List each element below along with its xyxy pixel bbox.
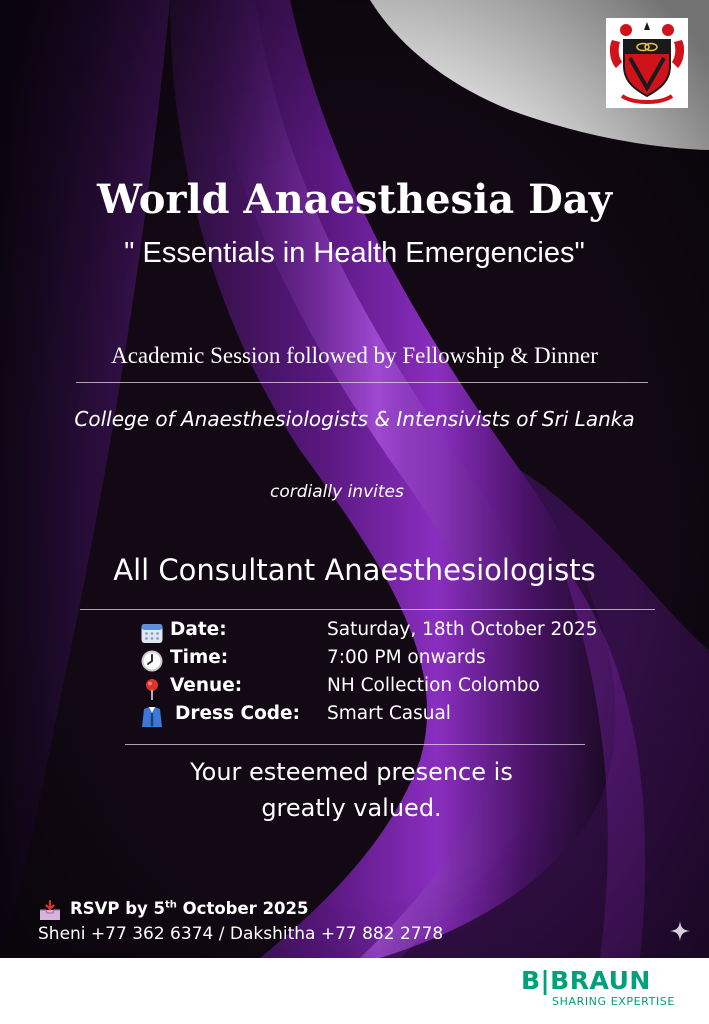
sparkle-icon: [669, 920, 691, 942]
closing-message: [0, 754, 709, 826]
rsvp-contacts: Sheni +77 362 6374 / Dakshitha +77 882 2778: [38, 924, 444, 944]
inbox-tray-icon: [38, 900, 62, 922]
location-pin-icon: [140, 677, 164, 701]
calendar-icon: [140, 621, 164, 645]
dress-code-label: Dress Code:: [175, 703, 300, 724]
closing-line-2: greatly valued.: [261, 794, 442, 822]
invited-audience: All Consultant Anaesthesiologists: [113, 553, 596, 587]
college-crest-logo: [606, 18, 688, 108]
venue-label: Venue:: [170, 675, 243, 696]
date-label: Date:: [170, 619, 227, 640]
clock-icon: [140, 649, 164, 673]
sponsor-name: B|BRAUN: [521, 966, 651, 995]
suit-icon: [140, 705, 164, 729]
dress-code-value: Smart Casual: [327, 703, 451, 724]
venue-value: NH Collection Colombo: [327, 675, 540, 696]
time-label: Time:: [170, 647, 229, 668]
event-title: World Anaesthesia Day: [97, 176, 612, 223]
sponsor-logo: [521, 966, 681, 1012]
event-theme: " Essentials in Health Emergencies": [124, 237, 585, 269]
divider: [125, 744, 585, 745]
time-value: 7:00 PM onwards: [327, 647, 486, 668]
rsvp-text: RSVP by 5th October 2025: [70, 899, 309, 918]
host-organization: College of Anaesthesiologists & Intensivists of Sri Lanka: [74, 407, 635, 431]
session-description: Academic Session followed by Fellowship & Dinner: [111, 343, 598, 368]
date-value: Saturday, 18th October 2025: [327, 619, 598, 640]
closing-line-1: Your esteemed presence is: [190, 758, 513, 786]
sponsor-tagline: SHARING EXPERTISE: [552, 995, 675, 1008]
divider: [80, 609, 655, 610]
invites-text: cordially invites: [270, 482, 404, 502]
divider: [76, 382, 648, 383]
